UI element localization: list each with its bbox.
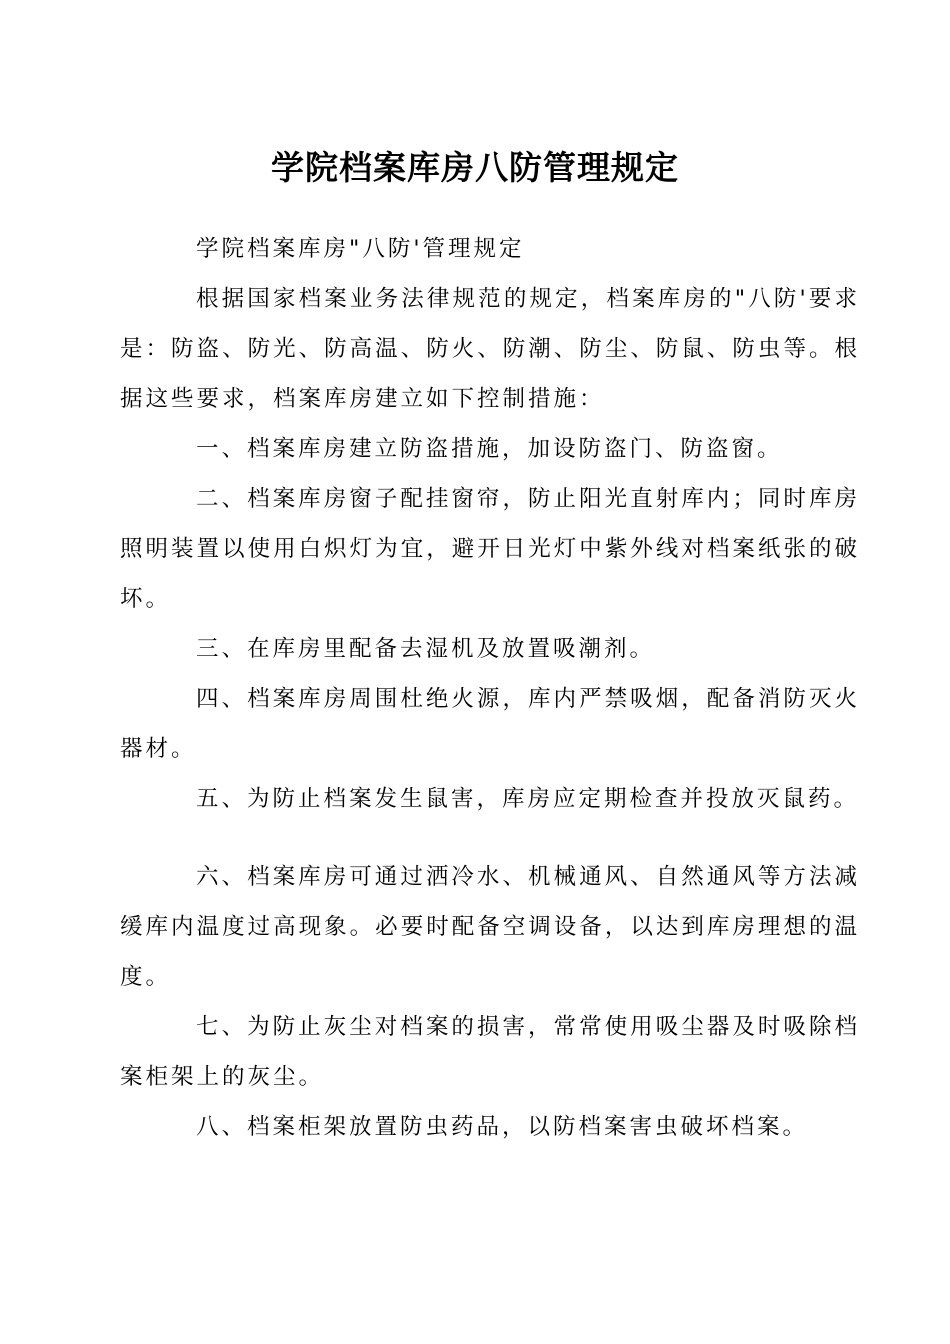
paragraph-item-5: 五、为防止档案发生鼠害，库房应定期检查并投放灭鼠药。 [196,786,860,812]
paragraph-intro: 根据国家档案业务法律规范的规定，档案库房的"八防'要求是：防盗、防光、防高温、防火、防潮、防尘、防鼠、防虫等。根据这些要求，档案库房建立如下控制措施： [120,286,860,412]
paragraph-subtitle: 学院档案库房"八防'管理规定 [196,236,525,262]
paragraph-item-1: 一、档案库房建立防盗措施，加设防盗门、防盗窗。 [196,436,783,462]
paragraph-item-8: 八、档案柜架放置防虫药品，以防档案害虫破坏档案。 [196,1114,809,1140]
document-body [120,224,860,1152]
document-title: 学院档案库房八防管理规定 [271,148,679,187]
paragraph-item-2: 二、档案库房窗子配挂窗帘，防止阳光直射库内；同时库房照明装置以使用白炽灯为宜，避开日光灯中紫外线对档案纸张的破坏。 [120,486,860,612]
paragraph-item-6: 六、档案库房可通过洒冷水、机械通风、自然通风等方法减缓库内温度过高现象。必要时配备空调设备，以达到库房理想的温度。 [120,864,860,990]
paragraph-item-3: 三、在库房里配备去湿机及放置吸潮剂。 [196,636,656,662]
paragraph-item-4: 四、档案库房周围杜绝火源，库内严禁吸烟，配备消防灭火器材。 [120,686,860,762]
paragraph-item-7: 七、为防止灰尘对档案的损害，常常使用吸尘器及时吸除档案柜架上的灰尘。 [120,1014,860,1090]
paragraph-spacer [120,824,860,852]
